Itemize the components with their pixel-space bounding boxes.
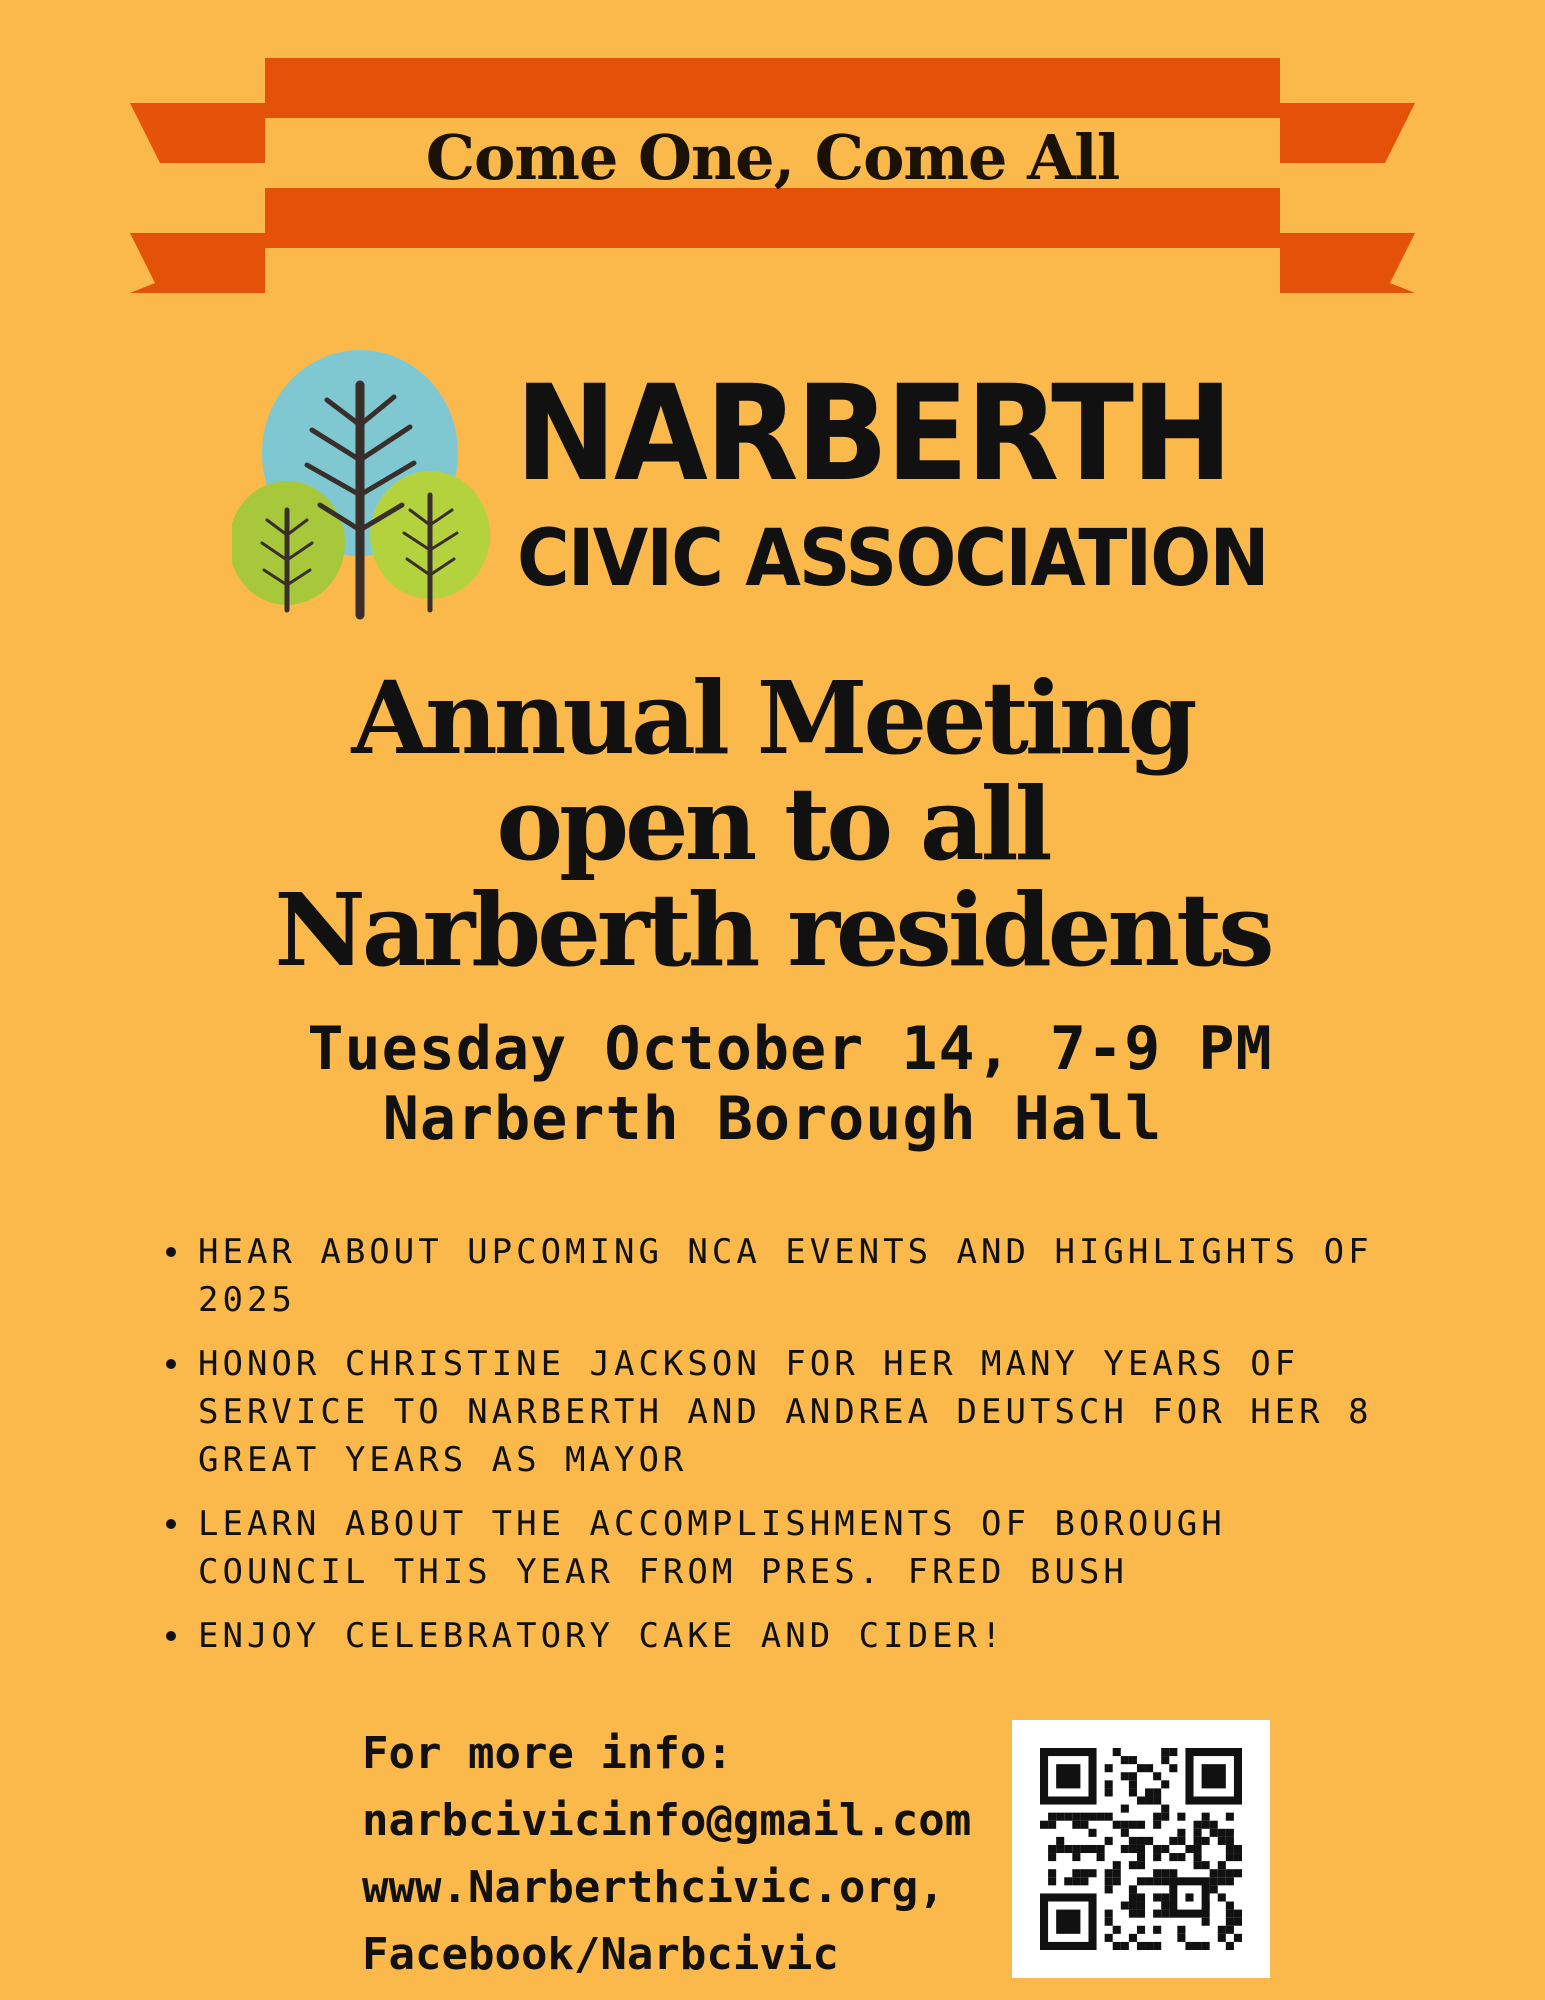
bullet-icon: [166, 1247, 176, 1257]
headline-line-1: Annual Meeting: [351, 659, 1194, 777]
contact-email[interactable]: narbcivicinfo@gmail.com: [362, 1795, 972, 1846]
headline-line-2: open to all: [496, 765, 1049, 883]
list-item: ENJOY CELEBRATORY CAKE AND CIDER!: [160, 1612, 1400, 1660]
headline-line-3: Narberth residents: [274, 871, 1271, 989]
qr-code-graphic: [1040, 1748, 1242, 1950]
bullet-icon: [166, 1519, 176, 1529]
list-item: HONOR CHRISTINE JACKSON FOR HER MANY YEARS OF SERVICE TO NARBERTH AND ANDREA DEUTSCH FOR HER 8 GREAT YEARS AS MAYOR: [160, 1340, 1400, 1484]
contact-facebook[interactable]: Facebook/Narbcivic: [362, 1929, 839, 1980]
event-date-time: Tuesday October 14, 7-9 PM: [307, 1014, 1273, 1084]
tree-logo-icon: [232, 345, 492, 625]
bullet-icon: [166, 1631, 176, 1641]
list-item: HEAR ABOUT UPCOMING NCA EVENTS AND HIGHLIGHTS OF 2025: [160, 1228, 1400, 1324]
contact-website[interactable]: www.Narberthcivic.org,: [362, 1862, 945, 1913]
contact-info: [362, 1720, 971, 1988]
bullet-icon: [166, 1359, 176, 1369]
org-name: NARBERTH: [515, 357, 1231, 511]
event-location: Narberth Borough Hall: [382, 1084, 1163, 1154]
list-item: LEARN ABOUT THE ACCOMPLISHMENTS OF BOROUGH COUNCIL THIS YEAR FROM PRES. FRED BUSH: [160, 1500, 1400, 1596]
banner-tagline: Come One, Come All: [425, 120, 1120, 194]
headline: [0, 659, 1545, 989]
agenda-list: [160, 1228, 1400, 1676]
org-subtitle: CIVIC ASSOCIATION: [517, 514, 1268, 604]
ribbon-banner: [0, 0, 1545, 300]
qr-code-icon[interactable]: [1012, 1720, 1270, 1978]
contact-label: For more info:: [362, 1728, 733, 1779]
